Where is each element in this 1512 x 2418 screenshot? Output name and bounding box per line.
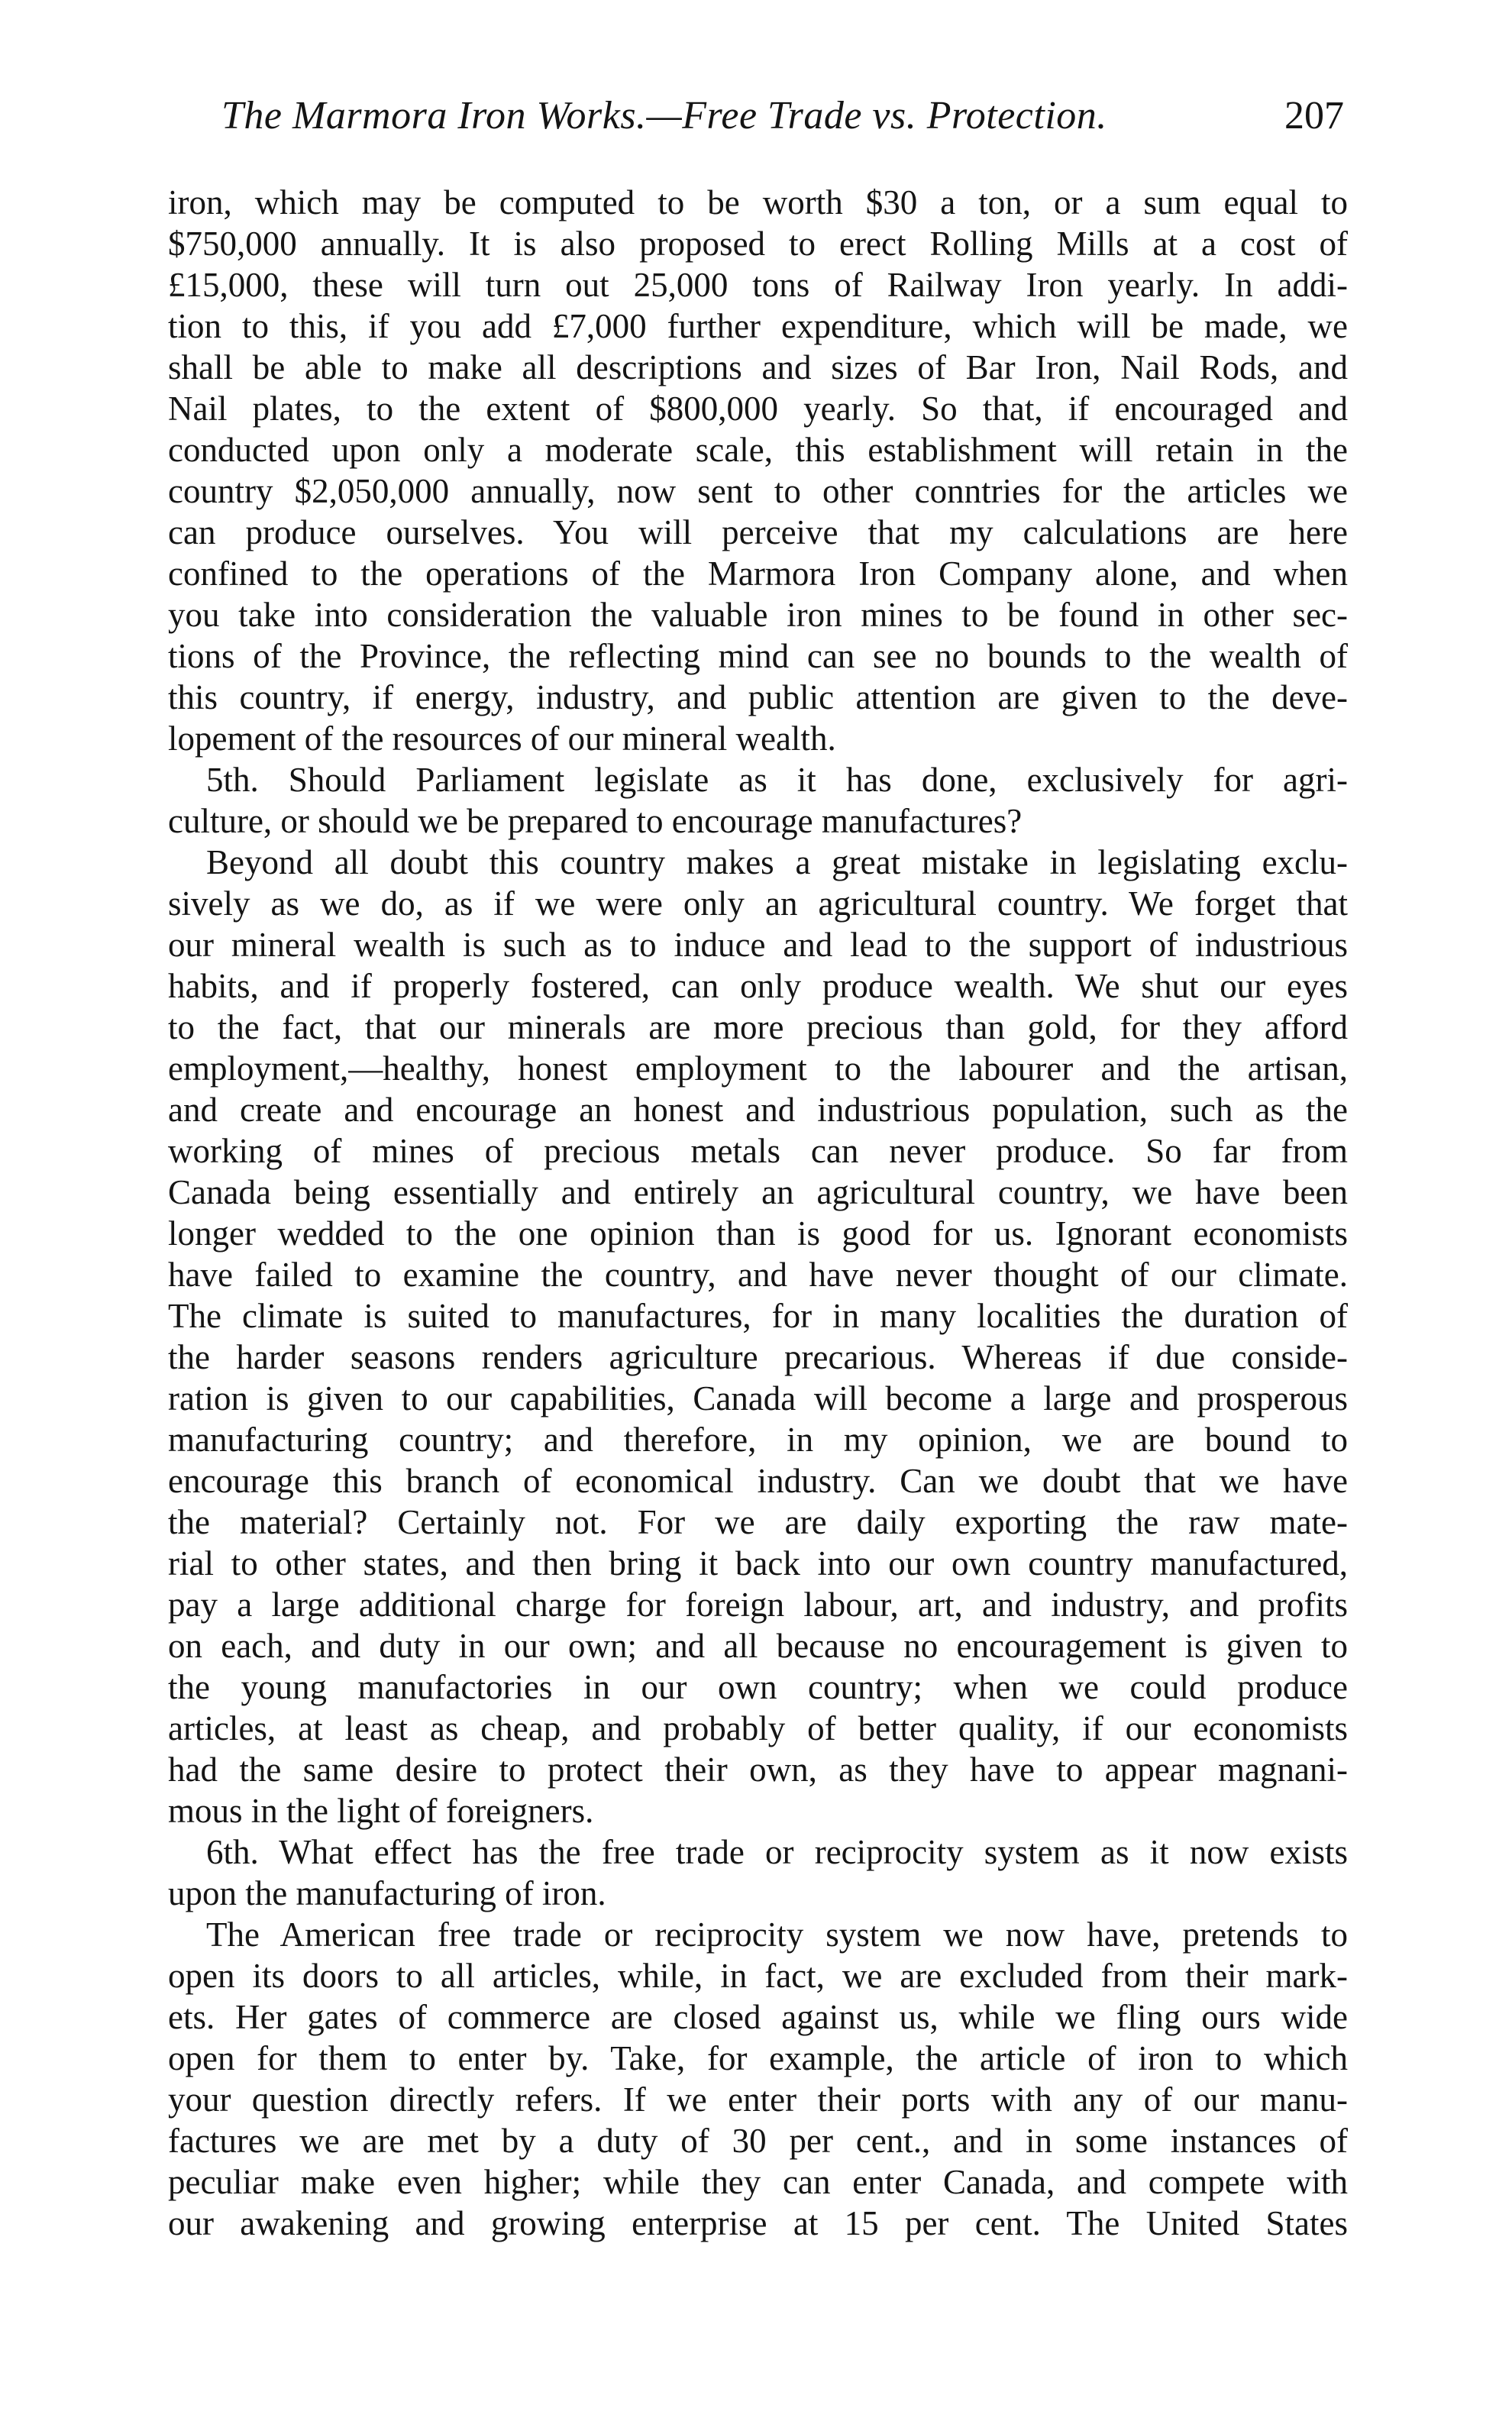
text-line: conducted upon only a moderate scale, this establishment will retain in the [168, 431, 1348, 469]
text-line: lopement of the resources of our mineral wealth. [168, 719, 836, 758]
text-line: to the fact, that our minerals are more precious than gold, for they afford [168, 1008, 1348, 1046]
text-line: Canada being essentially and entirely an agricultural country, we have been [168, 1173, 1348, 1211]
text-line: rial to other states, and then bring it back into our own country manufactured, [168, 1544, 1348, 1582]
text-line: ets. Her gates of commerce are closed against us, while we fling ours wide [168, 1998, 1348, 2036]
text-line: employment,—healthy, honest employment to the labourer and the artisan, [168, 1049, 1348, 1088]
text-line: you take into consideration the valuable iron mines to be found in other sec- [168, 596, 1348, 634]
text-line: our awakening and growing enterprise at 15 per cent. The United States [168, 2204, 1348, 2242]
text-line: pay a large additional charge for foreign labour, art, and industry, and profits [168, 1586, 1348, 1624]
text-line: $750,000 annually. It is also proposed to erect Rolling Mills at a cost of [168, 225, 1348, 263]
text-line: your question directly refers. If we enter their ports with any of our manu- [168, 2080, 1348, 2119]
text-line: the young manufactories in our own country; when we could produce [168, 1668, 1348, 1706]
text-line: the material? Certainly not. For we are daily exporting the raw mate- [168, 1503, 1348, 1541]
text-line: manufacturing country; and therefore, in my opinion, we are bound to [168, 1421, 1348, 1459]
text-line: peculiar make even higher; while they can enter Canada, and compete with [168, 2163, 1348, 2201]
text-line: 6th. What effect has the free trade or reciprocity system as it now exists [206, 1833, 1348, 1871]
text-line: habits, and if properly fostered, can only produce wealth. We shut our eyes [168, 967, 1348, 1005]
text-line: encourage this branch of economical industry. Can we doubt that we have [168, 1462, 1348, 1500]
text-line: iron, which may be computed to be worth $30 a ton, or a sum equal to [168, 183, 1348, 221]
text-line: on each, and duty in our own; and all because no encouragement is given to [168, 1627, 1348, 1665]
text-line: confined to the operations of the Marmora Iron Company alone, and when [168, 554, 1348, 593]
text-line: Beyond all doubt this country makes a great mistake in legislating exclu- [206, 843, 1348, 881]
text-line: shall be able to make all descriptions and sizes of Bar Iron, Nail Rods, and [168, 348, 1348, 386]
text-line: this country, if energy, industry, and public attention are given to the deve- [168, 678, 1348, 716]
page-number: 207 [1284, 94, 1344, 137]
text-line: and create and encourage an honest and industrious population, such as the [168, 1091, 1348, 1129]
text-line: £15,000, these will turn out 25,000 tons of Railway Iron yearly. In addi- [168, 266, 1348, 304]
text-line: Nail plates, to the extent of $800,000 yearly. So that, if encouraged and [168, 390, 1348, 428]
text-line: longer wedded to the one opinion than is good for us. Ignorant economists [168, 1214, 1348, 1253]
text-line: tions of the Province, the reflecting mind can see no bounds to the wealth of [168, 637, 1348, 675]
text-line: open for them to enter by. Take, for example, the article of iron to which [168, 2039, 1348, 2077]
text-line: can produce ourselves. You will perceive that my calculations are here [168, 513, 1348, 551]
text-line: The American free trade or reciprocity system we now have, pretends to [206, 1915, 1348, 1954]
text-line: sively as we do, as if we were only an agricultural country. We forget that [168, 884, 1348, 923]
text-line: working of mines of precious metals can never produce. So far from [168, 1132, 1348, 1170]
text-line: country $2,050,000 annually, now sent to other conntries for the articles we [168, 472, 1348, 510]
text-line: have failed to examine the country, and have never thought of our climate. [168, 1256, 1348, 1294]
text-line: upon the manufacturing of iron. [168, 1874, 606, 1912]
text-line: mous in the light of foreigners. [168, 1792, 594, 1830]
text-line: culture, or should we be prepared to encourage manufactures? [168, 802, 1023, 840]
text-line: open its doors to all articles, while, in fact, we are excluded from their mark- [168, 1957, 1348, 1995]
body-text [168, 182, 1348, 2244]
text-line: The climate is suited to manufactures, for in many localities the duration of [168, 1297, 1348, 1335]
text-line: our mineral wealth is such as to induce and lead to the support of industrious [168, 926, 1348, 964]
text-line: had the same desire to protect their own, as they have to appear magnani- [168, 1750, 1348, 1789]
text-line: 5th. Should Parliament legislate as it has done, exclusively for agri- [206, 761, 1348, 799]
running-header [221, 93, 1344, 147]
text-line: the harder seasons renders agriculture precarious. Whereas if due conside- [168, 1338, 1348, 1376]
running-title: The Marmora Iron Works.—Free Trade vs. Protection. [221, 94, 1107, 137]
text-line: articles, at least as cheap, and probably of better quality, if our economists [168, 1709, 1348, 1747]
text-line: ration is given to our capabilities, Canada will become a large and prosperous [168, 1379, 1348, 1418]
text-line: factures we are met by a duty of 30 per cent., and in some instances of [168, 2122, 1348, 2160]
text-line: tion to this, if you add £7,000 further expenditure, which will be made, we [168, 307, 1348, 345]
